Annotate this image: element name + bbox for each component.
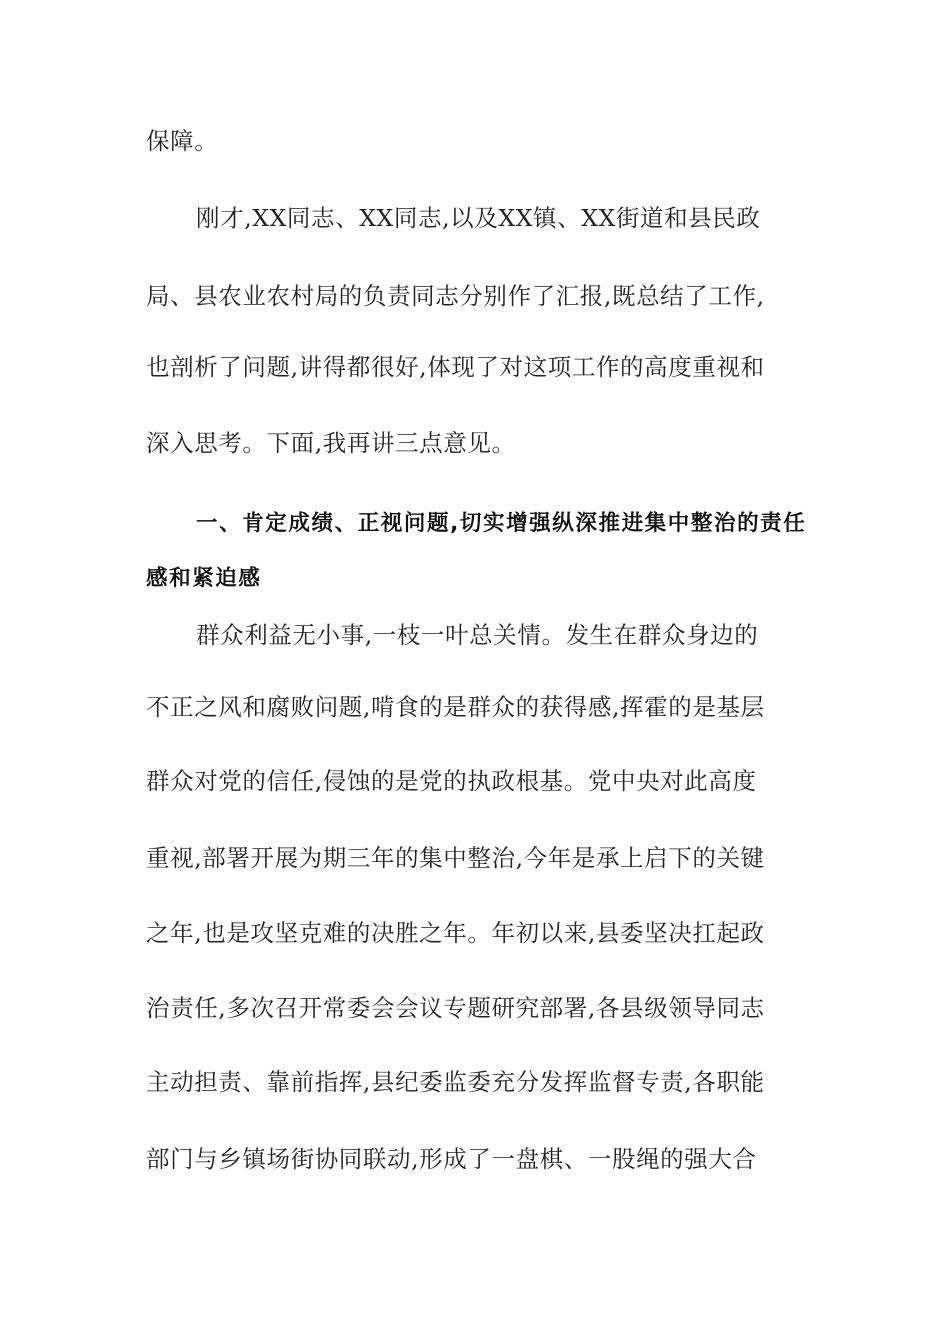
paragraph-body-line-5: 之年,也是攻坚克难的决胜之年。年初以来,县委坚决扛起政 xyxy=(146,919,765,947)
paragraph-body-line-7: 主动担责、靠前指挥,县纪委监委充分发挥监督专责,各职能 xyxy=(146,1068,765,1096)
paragraph-body-line-1: 群众利益无小事,一枝一叶总关情。发生在群众身边的 xyxy=(196,621,759,649)
paragraph-body-line-4: 重视,部署开展为期三年的集中整治,今年是承上启下的关键 xyxy=(146,844,765,872)
paragraph-body-line-6: 治责任,多次召开常委会会议专题研究部署,各县级领导同志 xyxy=(146,994,765,1022)
paragraph-body-line-8: 部门与乡镇场街协同联动,形成了一盘棋、一股绳的强大合 xyxy=(146,1145,757,1173)
paragraph-report-line-1: 刚才,XX同志、XX同志,以及XX镇、XX街道和县民政 xyxy=(196,204,761,232)
paragraph-body-line-2: 不正之风和腐败问题,啃食的是群众的获得感,挥霍的是基层 xyxy=(146,693,765,721)
paragraph-report-line-2: 局、县农业农村局的负责同志分别作了汇报,既总结了工作, xyxy=(146,282,765,310)
section-heading-1-line-2: 感和紧迫感 xyxy=(146,566,262,591)
paragraph-body-line-3: 群众对党的信任,侵蚀的是党的执政根基。党中央对此高度 xyxy=(146,767,757,795)
paragraph-continuation-line: 保障。 xyxy=(146,127,219,155)
section-heading-1-line-1: 一、肯定成绩、正视问题,切实增强纵深推进集中整治的责任 xyxy=(196,511,807,536)
paragraph-report-line-4: 深入思考。下面,我再讲三点意见。 xyxy=(146,429,516,457)
paragraph-report-line-3: 也剖析了问题,讲得都很好,体现了对这项工作的高度重视和 xyxy=(146,353,765,381)
